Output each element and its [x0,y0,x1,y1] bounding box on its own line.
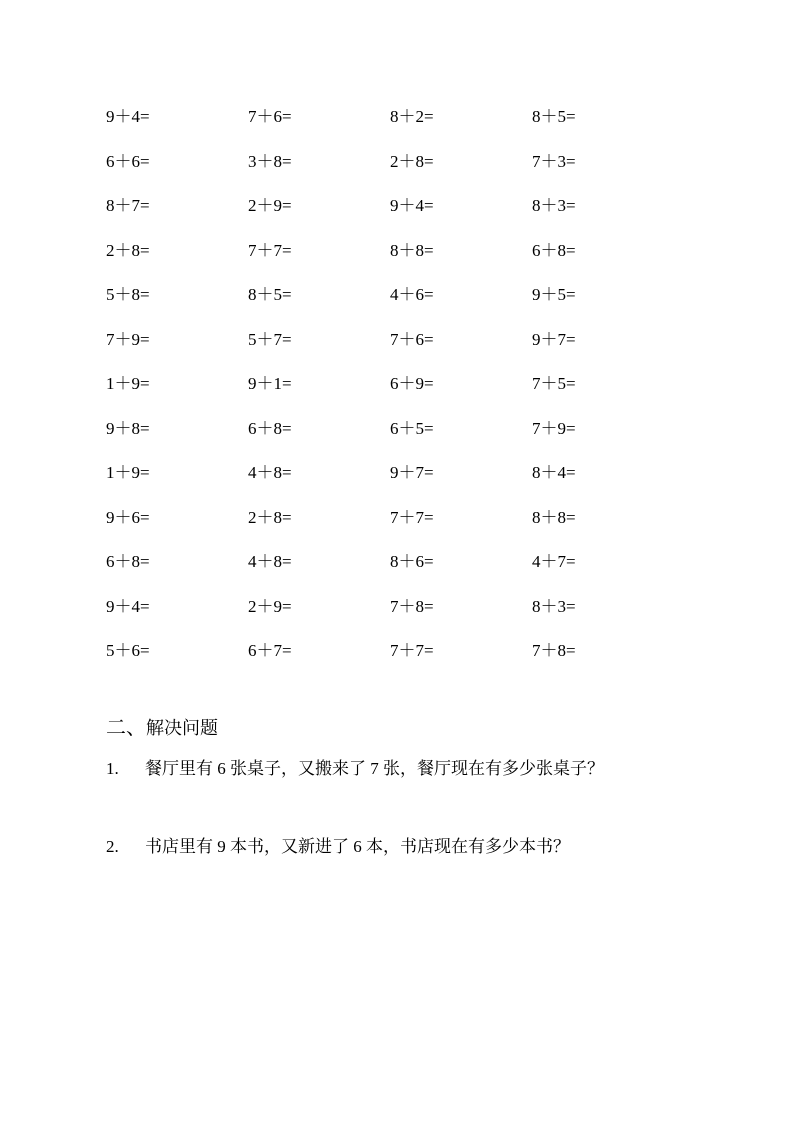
addition-problem: 7＋5= [532,374,576,393]
addition-problem: 9＋5= [532,285,576,304]
addition-problem: 7＋7= [390,641,434,660]
problem-row [106,282,706,327]
addition-problem: 9＋6= [106,507,150,527]
addition-problems-grid [106,104,706,683]
addition-problem: 4＋7= [532,552,576,571]
addition-problem: 8＋3= [532,196,576,215]
addition-problem: 7＋7= [248,240,292,260]
problem-row [106,327,706,372]
addition-problem: 6＋8= [248,418,292,438]
addition-problem: 9＋4= [106,596,150,616]
addition-problem: 5＋6= [106,641,150,660]
addition-problem: 8＋3= [532,596,576,616]
addition-problem: 1＋9= [106,463,150,482]
addition-problem: 7＋6= [248,107,292,126]
addition-problem: 2＋8= [248,507,292,527]
addition-problem: 8＋6= [390,552,434,571]
addition-problem: 7＋9= [106,329,150,349]
word-problem-text: 书店里有 9 本书，又新进了 6 本，书店现在有多少本书？ [145,837,570,856]
problem-row [106,460,706,505]
addition-problem: 8＋2= [390,107,434,126]
addition-problem: 6＋8= [106,552,150,571]
addition-problem: 9＋7= [532,329,576,349]
word-problem-text: 餐厅里有 6 张桌子，又搬来了 7 张，餐厅现在有多少张桌子？ [145,759,604,778]
addition-problem: 7＋6= [390,329,434,349]
addition-problem: 2＋8= [106,240,150,260]
addition-problem: 6＋7= [248,641,292,660]
section-heading [106,714,218,741]
addition-problem: 7＋7= [390,507,434,527]
problem-row [106,371,706,416]
word-problem-1 [106,756,604,782]
problem-row [106,416,706,461]
problem-row [106,149,706,194]
problem-row [106,549,706,594]
addition-problem: 7＋8= [532,641,576,660]
section-number: 二、 [106,715,146,739]
addition-problem: 9＋1= [248,374,292,393]
addition-problem: 1＋9= [106,374,150,393]
problem-row [106,238,706,283]
addition-problem: 2＋9= [248,196,292,215]
problem-row [106,594,706,639]
problem-row [106,193,706,238]
addition-problem: 6＋5= [390,418,434,438]
addition-problem: 8＋4= [532,463,576,482]
addition-problem: 9＋4= [106,107,150,126]
addition-problem: 7＋3= [532,151,576,171]
addition-problem: 7＋9= [532,418,576,438]
word-problem-2 [106,834,570,860]
problem-row [106,505,706,550]
word-problem-number: 2. [106,837,119,856]
addition-problem: 4＋8= [248,463,292,482]
addition-problem: 4＋8= [248,552,292,571]
addition-problem: 2＋8= [390,151,434,171]
section-title-text: 解决问题 [146,718,218,738]
addition-problem: 6＋6= [106,151,150,171]
addition-problem: 8＋8= [390,240,434,260]
addition-problem: 8＋8= [532,507,576,527]
addition-problem: 3＋8= [248,151,292,171]
addition-problem: 6＋8= [532,240,576,260]
addition-problem: 4＋6= [390,285,434,304]
addition-problem: 6＋9= [390,374,434,393]
problem-row [106,104,706,149]
addition-problem: 8＋7= [106,196,150,215]
addition-problem: 9＋7= [390,463,434,482]
addition-problem: 9＋4= [390,196,434,215]
addition-problem: 8＋5= [532,107,576,126]
addition-problem: 8＋5= [248,285,292,304]
addition-problem: 5＋7= [248,329,292,349]
addition-problem: 2＋9= [248,596,292,616]
addition-problem: 5＋8= [106,285,150,304]
addition-problem: 7＋8= [390,596,434,616]
problem-row [106,638,706,683]
addition-problem: 9＋8= [106,418,150,438]
word-problem-number: 1. [106,759,119,778]
